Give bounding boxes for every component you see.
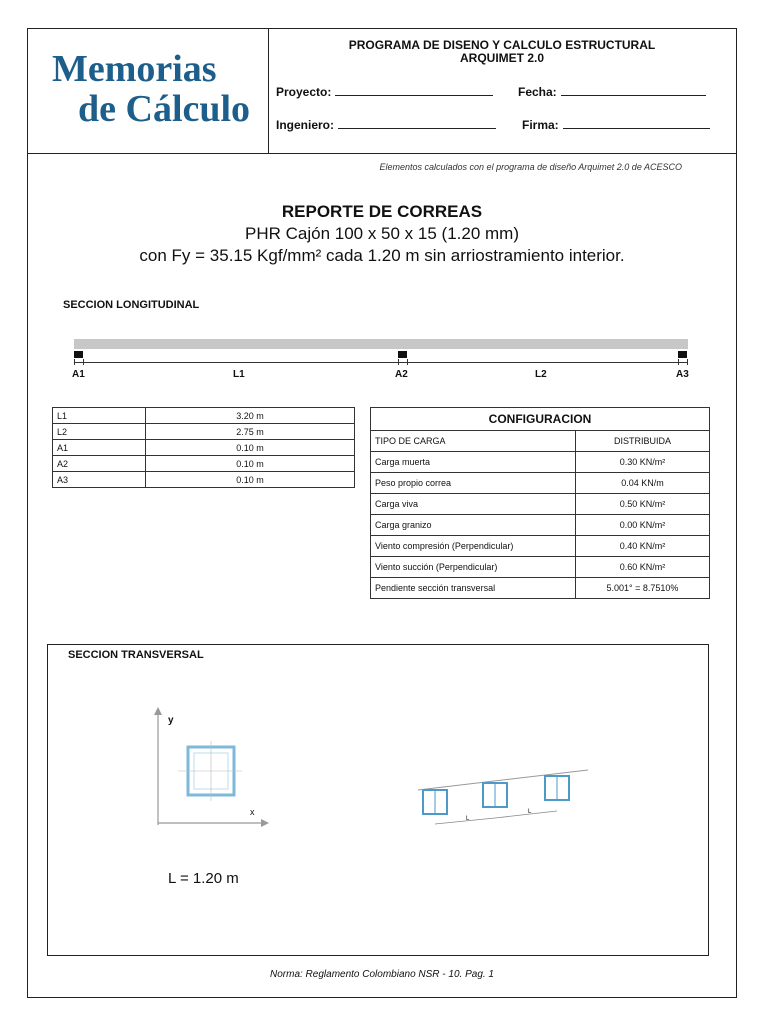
dim-value: 0.10 m	[146, 440, 355, 456]
roof-slope-line	[418, 770, 588, 790]
dim-value: 3.20 m	[146, 408, 355, 424]
dim-name: L1	[53, 408, 146, 424]
table-row	[371, 557, 710, 578]
program-line1: PROGRAMA DE DISENO Y CALCULO ESTRUCTURAL	[348, 38, 656, 52]
config-value: 0.40 KN/m²	[576, 536, 710, 557]
dimensions-table	[52, 407, 355, 488]
config-head-right: DISTRIBUIDA	[576, 431, 710, 452]
logo-line2: de Cálculo	[78, 88, 251, 130]
footer-norma: Norma: Reglamento Colombiano NSR - 10. Pag. 1	[270, 969, 494, 980]
config-value: 0.00 KN/m²	[576, 515, 710, 536]
table-row	[371, 452, 710, 473]
dim-value: 0.10 m	[146, 456, 355, 472]
config-name: Viento succión (Perpendicular)	[371, 557, 576, 578]
y-axis-arrow	[154, 707, 162, 715]
dim-value: 2.75 m	[146, 424, 355, 440]
header	[28, 29, 736, 154]
fecha-field	[518, 85, 706, 99]
dim-name: L2	[53, 424, 146, 440]
support-a3	[678, 351, 687, 358]
program-note: Elementos calculados con el programa de diseño Arquimet 2.0 de ACESCO	[379, 162, 682, 172]
support-label-a1: A1	[72, 369, 85, 380]
report-spec: con Fy = 35.15 Kgf/mm² cada 1.20 m sin arriostramiento interior.	[139, 246, 625, 265]
config-value: 0.04 KN/m	[576, 473, 710, 494]
config-value: 5.001° = 8.7510%	[576, 578, 710, 599]
config-name: Viento compresión (Perpendicular)	[371, 536, 576, 557]
span-dim-1	[435, 818, 495, 824]
logo	[28, 29, 269, 153]
table-row	[371, 431, 710, 452]
firma-field	[522, 118, 710, 132]
span-label-l2: L2	[535, 369, 547, 380]
span-axis	[74, 362, 688, 363]
table-row	[371, 578, 710, 599]
longitudinal-label: SECCION LONGITUDINAL	[63, 299, 200, 311]
fecha-label: Fecha:	[518, 85, 557, 99]
profile-section-diagram	[138, 705, 278, 835]
tick	[398, 359, 399, 365]
support-a1	[74, 351, 83, 358]
ingeniero-label: Ingeniero:	[276, 118, 335, 132]
span-label-l1: L1	[233, 369, 245, 380]
table-row	[371, 494, 710, 515]
table-row	[53, 472, 355, 488]
span-dim-2	[495, 811, 557, 818]
table-row	[53, 456, 355, 472]
dim-name: A1	[53, 440, 146, 456]
ingeniero-field	[276, 118, 496, 132]
transversal-section-box	[47, 644, 709, 956]
table-row	[53, 424, 355, 440]
config-title: CONFIGURACION	[371, 408, 710, 431]
purlin-layout-diagram	[413, 760, 593, 830]
config-value: 0.30 KN/m²	[576, 452, 710, 473]
dim-value: 0.10 m	[146, 472, 355, 488]
config-name: Carga muerta	[371, 452, 576, 473]
span-mark-1: L	[466, 816, 470, 822]
dim-name: A3	[53, 472, 146, 488]
program-title	[268, 39, 736, 65]
table-row	[53, 440, 355, 456]
report-profile: PHR Cajón 100 x 50 x 15 (1.20 mm)	[244, 224, 519, 243]
transversal-label: SECCION TRANSVERSAL	[68, 649, 204, 661]
firma-label: Firma:	[522, 118, 559, 132]
config-name: Pendiente sección transversal	[371, 578, 576, 599]
proyecto-label: Proyecto:	[276, 85, 332, 99]
tick	[678, 359, 679, 365]
program-line2: ARQUIMET 2.0	[459, 51, 544, 65]
proyecto-line	[335, 94, 493, 96]
proyecto-field	[276, 85, 493, 99]
x-axis-arrow	[261, 819, 269, 827]
tick	[407, 359, 408, 365]
fecha-line	[561, 94, 706, 96]
dim-name: A2	[53, 456, 146, 472]
support-label-a2: A2	[395, 369, 408, 380]
report-page	[27, 28, 737, 998]
config-title-row	[371, 408, 710, 431]
config-value: 0.50 KN/m²	[576, 494, 710, 515]
y-axis-label: y	[168, 715, 174, 726]
support-a2	[398, 351, 407, 358]
table-row	[53, 408, 355, 424]
config-value: 0.60 KN/m²	[576, 557, 710, 578]
span-mark-2: L	[528, 809, 532, 815]
x-axis-label: x	[250, 807, 255, 817]
table-row	[371, 473, 710, 494]
firma-line	[563, 127, 710, 129]
beam-bar	[74, 339, 688, 349]
config-table	[370, 407, 710, 599]
ingeniero-line	[338, 127, 496, 129]
spacing-label: L = 1.20 m	[168, 870, 239, 887]
report-title: REPORTE DE CORREAS	[281, 202, 483, 221]
config-name: Carga granizo	[371, 515, 576, 536]
support-label-a3: A3	[676, 369, 689, 380]
config-name: Peso propio correa	[371, 473, 576, 494]
tick	[687, 359, 688, 365]
config-name: Carga viva	[371, 494, 576, 515]
tick	[83, 359, 84, 365]
tick	[74, 359, 75, 365]
config-head-left: TIPO DE CARGA	[371, 431, 576, 452]
logo-line1: Memorias	[52, 48, 217, 90]
table-row	[371, 536, 710, 557]
table-row	[371, 515, 710, 536]
